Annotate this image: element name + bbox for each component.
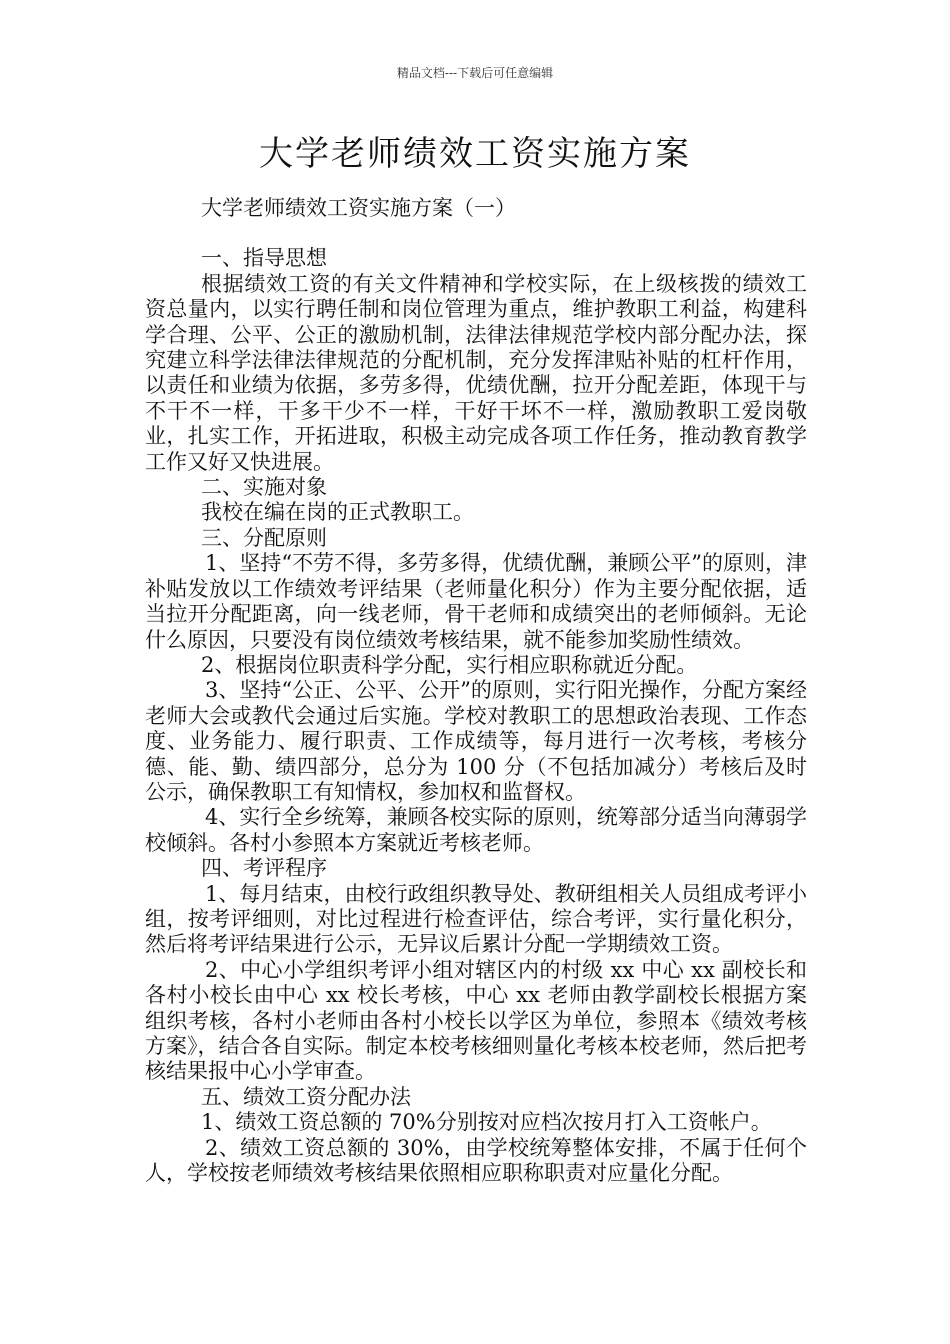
paragraph-procedure-1: 1、每月结束，由校行政组织教导处、教研组相关人员组成考评小组，按考评细则，对比过程进行检查评估，综合考评，实行量化积分，然后将考评结果进行公示，无异议后累计分配一学期绩效工资。 [145, 881, 807, 957]
paragraph-principle-1: 1、坚持“不劳不得，多劳多得，优绩优酬，兼顾公平”的原则，津补贴发放以工作绩效考评结果（老师量化积分）作为主要分配依据，适当拉开分配距离，向一线老师，骨干老师和成绩突出的老师倾斜。无论什么原因，只要没有岗位绩效考核结果，就不能参加奖励性绩效。 [145, 551, 807, 652]
section-heading-principles: 三、分配原则 [201, 525, 327, 550]
section-heading-distribution: 五、绩效工资分配办法 [201, 1084, 411, 1109]
section-heading-targets: 二、实施对象 [201, 475, 327, 500]
document-body [145, 196, 807, 1186]
paragraph-distribution-1: 1、绩效工资总额的 70%分别按对应档次按月打入工资帐户。 [201, 1110, 772, 1135]
section-heading-guiding-ideology: 一、指导思想 [201, 246, 327, 271]
document-title: 大学老师绩效工资实施方案 [259, 134, 691, 174]
section-heading-procedure: 四、考评程序 [201, 856, 327, 881]
paragraph-targets: 我校在编在岗的正式教职工。 [201, 500, 474, 525]
paragraph-principle-3: 3、坚持“公正、公平、公开”的原则，实行阳光操作，分配方案经老师大会或教代会通过后实施。学校对教职工的思想政治表现、工作态度、业务能力、履行职责、工作成绩等，每月进行一次考核，考核分德、能、勤、绩四部分，总分为 100 分（不包括加减分）考核后及时公示，确保教职工有知情权，参加权和监督权。 [145, 678, 807, 804]
paragraph-procedure-2: 2、中心小学组织考评小组对辖区内的村级 xx 中心 xx 副校长和各村小校长由中心 xx 校长考核，中心 xx 老师由教学副校长根据方案组织考核，各村小老师由各村小校长以学区为单位，参照本《绩效考核方案》，结合各自实际。制定本校考核细则量化考核本校老师，然后把考核结果报中心小学审查。 [145, 957, 807, 1084]
paragraph-guiding-ideology: 根据绩效工资的有关文件精神和学校实际，在上级核拨的绩效工资总量内，以实行聘任制和岗位管理为重点，维护教职工利益，构建科学合理、公平、公正的激励机制，法律法律规范学校内部分配办法，探究建立科学法律法律规范的分配机制，充分发挥津贴补贴的杠杆作用，以责任和业绩为依据，多劳多得，优绩优酬，拉开分配差距，体现干与不干不一样，干多干少不一样，干好干坏不一样，激励教职工爱岗敬业，扎实工作，开拓进取，积极主动完成各项工作任务，推动教育教学工作又好又快进展。 [145, 271, 807, 474]
paragraph-principle-2: 2、根据岗位职责科学分配，实行相应职称就近分配。 [201, 652, 698, 677]
page-header-note: 精品文档---下载后可任意编辑 [396, 66, 554, 80]
paragraph-distribution-2: 2、绩效工资总额的 30%，由学校统筹整体安排，不属于任何个人，学校按老师绩效考核结果依照相应职称职责对应量化分配。 [145, 1135, 807, 1186]
document-subtitle: 大学老师绩效工资实施方案（一） [201, 196, 516, 220]
paragraph-principle-4: 4、实行全乡统筹，兼顾各校实际的原则，统筹部分适当向薄弱学校倾斜。各村小参照本方案就近考核老师。 [145, 805, 807, 855]
